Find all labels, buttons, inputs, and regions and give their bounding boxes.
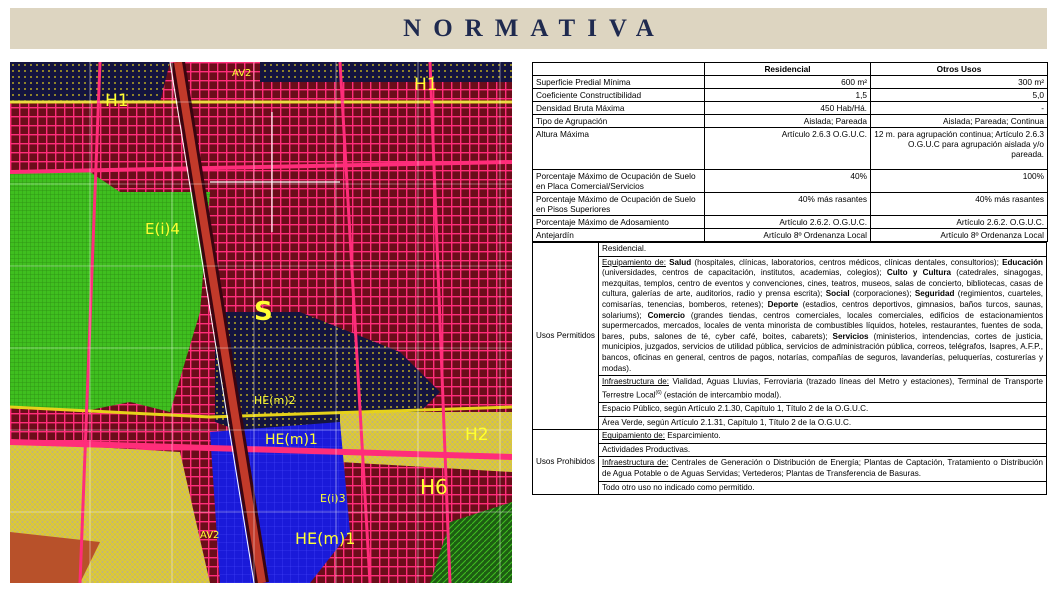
table-row [533,115,1048,128]
row-label: Porcentaje Máximo de Ocupación de Suelo en Placa Comercial/Servicios [533,170,705,193]
equipamiento-category: Social [825,289,850,299]
table-row [533,102,1048,115]
equipamiento-category-detail: (hospitales, clínicas, laboratorios, centros médicos, clínicas dentales, consultorios); [691,257,1003,267]
equipamiento-prohibido [599,430,1047,444]
usos-row [533,416,1047,430]
equipamiento-category: Deporte [767,299,799,309]
row-residencial: Artículo 8º Ordenanza Local [705,229,871,242]
title-banner [10,8,1047,49]
row-residencial: 40% [705,170,871,193]
table-row [533,128,1048,170]
infraestructura-prohibida-title: Infraestructura de: [602,458,669,468]
row-otros: 5,0 [871,89,1048,102]
usos-row [533,481,1047,495]
usos-table [532,242,1047,495]
equipamiento-category: Salud [669,257,692,267]
equipamiento-category-detail: (universidades, centros de capacitación, institutos, academias, colegios); [602,268,887,278]
map-label-ei4: E(i)4 [145,220,180,238]
usos-row [533,376,1047,403]
equipamiento-prohibido-title: Equipamiento de: [602,431,665,441]
equipamiento-category-detail: (grandes tiendas, centros comerciales, locales comerciales, edificios de estacionamientos supermercados, mercados, locales de venta minorista de combustibles líquidos, hoteles, restaurantes, fuentes de soda, bares, pubs, salones de té, cyber café, boites, cabarets); [602,310,1043,341]
usos-prohibidos-label: Usos Prohibidos [533,430,599,495]
row-label: Porcentaje Máximo de Adosamiento [533,216,705,229]
table-row [533,89,1048,102]
map-label-h1-right: H1 [414,75,438,95]
row-residencial: 1,5 [705,89,871,102]
table-row [533,170,1048,193]
row-otros: Artículo 2.6.2. O.G.U.C. [871,216,1048,229]
map-label-s: S [254,297,273,327]
table-row [533,76,1048,89]
row-otros: 40% más rasantes [871,193,1048,216]
dotted-zone-top-right [260,62,512,82]
row-otros: - [871,102,1048,115]
espacio-publico: Espacio Público, según Artículo 2.1.30, Capítulo 1, Título 2 de la O.G.U.C. [599,403,1047,417]
infraestructura-footnote: (6) [655,389,662,396]
usos-row [533,403,1047,417]
equipamiento-category-detail: (catedrales, sinagogas, mezquitas, templos, centro de eventos y convenciones, cines, teatros, museos, salas de concierto, bibliotecas, casas de cultura, galerías de arte, auditorios, radio y prensa escrita); [602,268,1043,299]
header-residencial: Residencial [705,63,871,76]
residencial-use: Residencial. [599,243,1047,257]
table-header-row [533,63,1048,76]
map-label-hem1-lower: HE(m)1 [295,529,356,548]
infraestructura-tail: (estación de intercambio modal). [661,390,782,400]
usos-row [533,443,1047,457]
header-otros-usos: Otros Usos [871,63,1048,76]
usos-row [533,457,1047,481]
row-label: Coeficiente Constructibilidad [533,89,705,102]
infraestructura-prohibida-text: Centrales de Generación o Distribución de Energía; Plantas de Captación, Tratamiento o Distribución de Agua Potable o de Aguas Servidas; Vertederos; Plantas de Transferencia de Basuras. [602,458,1043,478]
row-otros: 100% [871,170,1048,193]
table-row [533,193,1048,216]
row-residencial: 600 m² [705,76,871,89]
usos-row [533,256,1047,376]
infraestructura-text: Vialidad, Aguas Lluvias, Ferroviaria (trazado líneas del Metro y estaciones), Terminal de Transporte Terrestre Local [602,377,1043,400]
usos-row [533,430,1047,444]
equipamiento-category-detail: (corporaciones); [849,289,915,299]
regulations-panel [532,62,1047,495]
row-residencial: Artículo 2.6.2. O.G.U.C. [705,216,871,229]
row-label: Densidad Bruta Máxima [533,102,705,115]
parameters-table [532,62,1048,242]
infraestructura-prohibida [599,457,1047,481]
map-label-ei3: E(i)3 [320,492,346,505]
equipamiento-title: Equipamiento de: [602,257,666,267]
map-label-h1-left: H1 [105,91,129,111]
equipamiento-category-detail: (ministerios, intendencias, cortes de justicia, municipios, juzgados, servicios de utilidad pública, servicios de administración pública, correos, telégrafos, Isapres, A.F.P., bancos, oficinas en general, centros de pagos, notarías, compañías de seguros, lavanderías, peluquerías, costurerías y modas). [602,331,1043,373]
row-otros: Aislada; Pareada; Continua [871,115,1048,128]
row-residencial: 40% más rasantes [705,193,871,216]
row-label: Antejardín [533,229,705,242]
table-row [533,216,1048,229]
equipamiento-category: Culto y Cultura [886,268,951,278]
equipamiento-category: Servicios [832,331,869,341]
map-label-av2-bottom: AV2 [200,530,220,541]
equipamiento-list [602,258,1043,373]
row-label: Tipo de Agrupación [533,115,705,128]
actividades-productivas: Actividades Productivas. [599,443,1047,457]
usos-row [533,243,1047,257]
zoning-map [10,62,512,583]
page-title: NORMATIVA [403,14,666,42]
row-otros: Artículo 8º Ordenanza Local [871,229,1048,242]
zoning-map-drawing [10,62,512,583]
usos-permitidos-label: Usos Permitidos [533,243,599,430]
green-zone [10,172,210,412]
row-residencial: 450 Hab/Há. [705,102,871,115]
equipamiento-prohibido-text: Esparcimiento. [665,431,721,441]
area-verde: Área Verde, según Artículo 2.1.31, Capítulo 1, Título 2 de la O.G.U.C. [599,416,1047,430]
map-label-av2-top: AV2 [232,68,252,79]
row-residencial: Aislada; Pareada [705,115,871,128]
map-label-h2: H2 [465,425,489,445]
infraestructura-title: Infraestructura de: [602,377,669,387]
row-residencial: Artículo 2.6.3 O.G.U.C. [705,128,871,170]
row-otros: 300 m² [871,76,1048,89]
row-otros: 12 m. para agrupación continua; Artículo 2.6.3 O.G.U.C para agrupación aislada y/o pareada. [871,128,1048,170]
equipamiento-category: Seguridad [914,289,955,299]
row-label: Porcentaje Máximo de Ocupación de Suelo en Pisos Superiores [533,193,705,216]
equipamiento-category-detail: (regimientos, cuarteles, comisarías, tenencias, bomberos, retenes); [602,289,1043,309]
equipamiento-category-detail: (estadios, centros deportivos, gimnasios, baños turcos, saunas, solariums); [602,299,1043,320]
row-label: Altura Máxima [533,128,705,170]
header-empty [533,63,705,76]
map-label-h6: H6 [420,475,448,499]
map-label-hem2: HE(m)2 [254,394,296,407]
equipamiento-permitido [599,256,1047,376]
table-row [533,229,1048,242]
infraestructura-permitida [599,376,1047,403]
todo-otro-uso: Todo otro uso no indicado como permitido. [599,481,1047,495]
equipamiento-category: Comercio [647,310,685,320]
equipamiento-category: Educación [1002,257,1043,267]
row-label: Superficie Predial Mínima [533,76,705,89]
map-label-hem1-upper: HE(m)1 [265,432,318,448]
